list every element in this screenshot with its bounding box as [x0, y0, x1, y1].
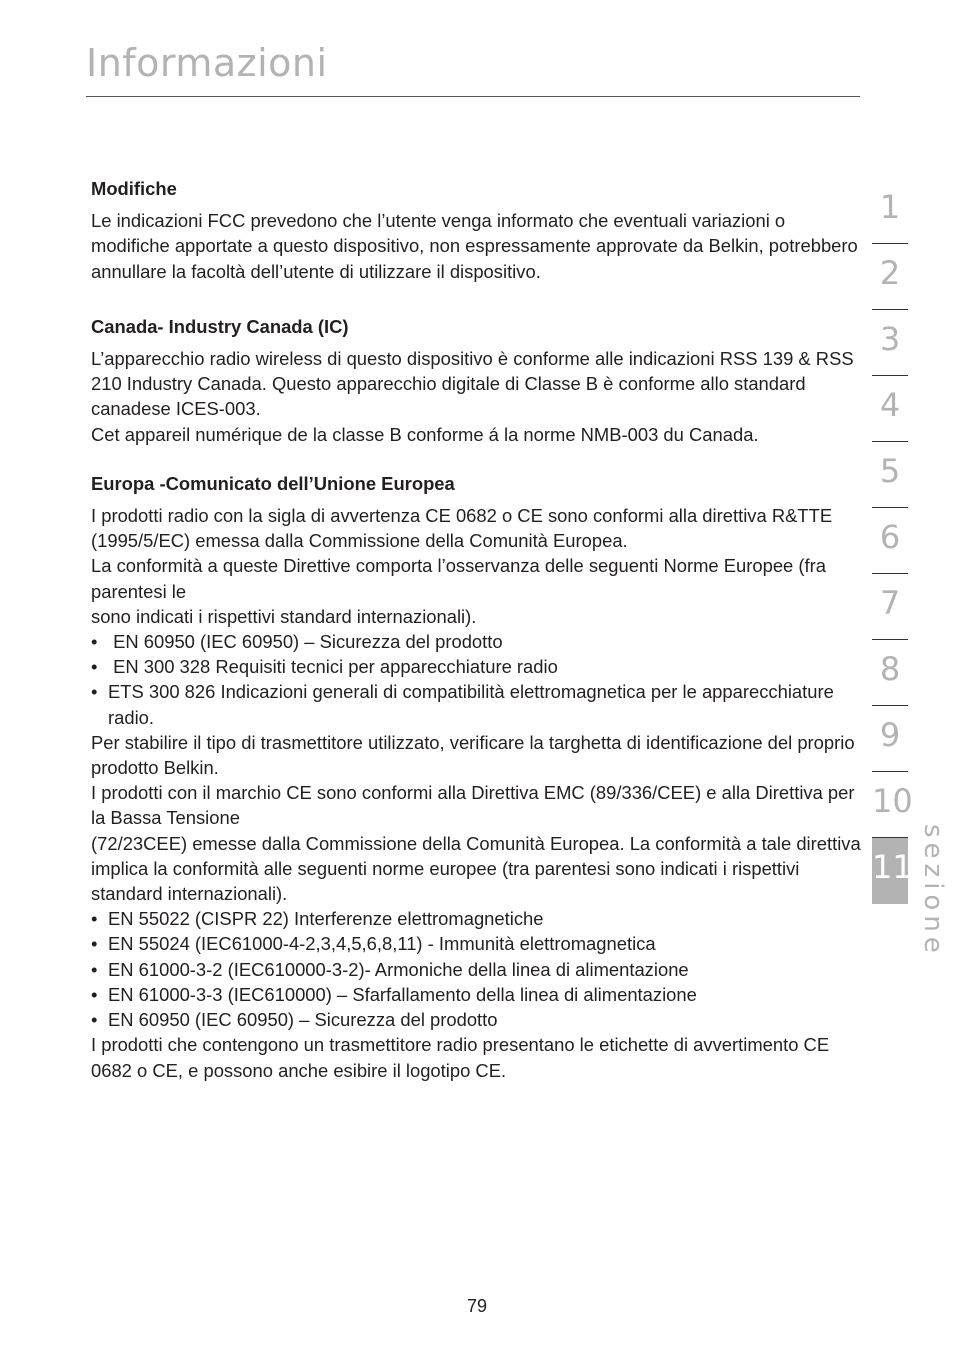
- paragraph: La conformità a queste Direttive comporta l’osservanza delle seguenti Norme Europee (fra parentesi le: [91, 555, 826, 602]
- section-nav-item-5[interactable]: 5: [872, 442, 908, 508]
- section-nav-item-10[interactable]: 10: [872, 772, 908, 838]
- list-item: • ETS 300 826 Indicazioni generali di compatibilità elettromagnetica per le apparecchiature radio.: [91, 681, 834, 728]
- page-number: 79: [466, 1296, 488, 1316]
- section-heading-europa: Europa -Comunicato dell’Unione Europea: [91, 472, 455, 494]
- paragraph: I prodotti con il marchio CE sono conformi alla Direttiva EMC (89/336/CEE) e alla Direttiva per la Bassa Tensione: [91, 782, 855, 829]
- section-heading-modifiche: Modifiche: [91, 178, 177, 199]
- paragraph: L’apparecchio radio wireless di questo dispositivo è conforme alle indicazioni RSS 139 & RSS 210 Industry Canada. Questo apparecchio digitale di Classe B è conforme allo standard canadese ICES-003.: [91, 348, 854, 420]
- section-nav-item-11-active[interactable]: 11: [872, 838, 908, 904]
- paragraph: Per stabilire il tipo di trasmettitore utilizzato, verificare la targhetta di identificazione del proprio prodotto Belkin.: [91, 731, 855, 779]
- list-item: • EN 60950 (IEC 60950) – Sicurezza del prodotto: [91, 629, 861, 654]
- section-nav-item-9[interactable]: 9: [872, 706, 908, 772]
- section-heading-canada: Canada- Industry Canada (IC): [91, 315, 349, 337]
- section-nav-item-7[interactable]: 7: [872, 574, 908, 640]
- bullet-icon: •: [91, 1009, 98, 1031]
- section-nav-item-6[interactable]: 6: [872, 508, 908, 574]
- bullet-icon: •: [91, 983, 98, 1005]
- list-item: • EN 300 328 Requisiti tecnici per apparecchiature radio: [91, 654, 861, 679]
- section-nav-item-1[interactable]: 1: [872, 178, 908, 244]
- list-item: • EN 55024 (IEC61000-4-2,3,4,5,6,8,11) - Immunità elettromagnetica: [91, 931, 861, 956]
- header-divider: [86, 96, 860, 97]
- section-label: sezione: [918, 824, 948, 958]
- document-body: [91, 176, 861, 1083]
- paragraph: sono indicati i rispettivi standard internazionali).: [91, 605, 477, 627]
- paragraph: I prodotti che contengono un trasmettitore radio presentano le etichette di avvertimento CE 0682 o CE, e possono anche esibire il logotipo CE.: [91, 1034, 830, 1081]
- list-item: • EN 60950 (IEC 60950) – Sicurezza del prodotto: [91, 1007, 861, 1032]
- paragraph: I prodotti radio con la sigla di avvertenza CE 0682 o CE sono conformi alla direttiva R&TTE (1995/5/EC) emessa dalla Commissione della Comunità Europea.: [91, 505, 833, 552]
- section-nav-item-4[interactable]: 4: [872, 376, 908, 442]
- section-nav-item-2[interactable]: 2: [872, 244, 908, 310]
- bullet-icon: •: [91, 681, 98, 703]
- bullet-icon: •: [91, 908, 98, 930]
- paragraph: Le indicazioni FCC prevedono che l’utente venga informato che eventuali variazioni o modifiche apportate a questo dispositivo, non espressamente approvate da Belkin, potrebbero annullare la facoltà dell’utente di utilizzare il dispositivo.: [91, 210, 858, 282]
- list-item: • EN 61000-3-3 (IEC610000) – Sfarfallamento della linea di alimentazione: [91, 982, 861, 1007]
- page-header-title: Informazioni: [86, 41, 328, 85]
- list-item: • EN 61000-3-2 (IEC610000-3-2)- Armoniche della linea di alimentazione: [91, 957, 861, 982]
- paragraph: (72/23CEE) emesse dalla Commissione della Comunità Europea. La conformità a tale direttiva implica la conformità alle seguenti norme europee (tra parentesi sono indicati i rispettivi standard internazionali).: [91, 832, 861, 905]
- bullet-icon: •: [91, 656, 98, 678]
- bullet-icon: •: [91, 958, 98, 980]
- section-nav-item-8[interactable]: 8: [872, 640, 908, 706]
- bullet-icon: •: [91, 631, 98, 653]
- section-nav-item-3[interactable]: 3: [872, 310, 908, 376]
- section-nav: [872, 178, 913, 904]
- bullet-icon: •: [91, 933, 98, 955]
- list-item: • EN 55022 (CISPR 22) Interferenze elettromagnetiche: [91, 906, 861, 931]
- paragraph: Cet appareil numérique de la classe B conforme á la norme NMB-003 du Canada.: [91, 423, 759, 445]
